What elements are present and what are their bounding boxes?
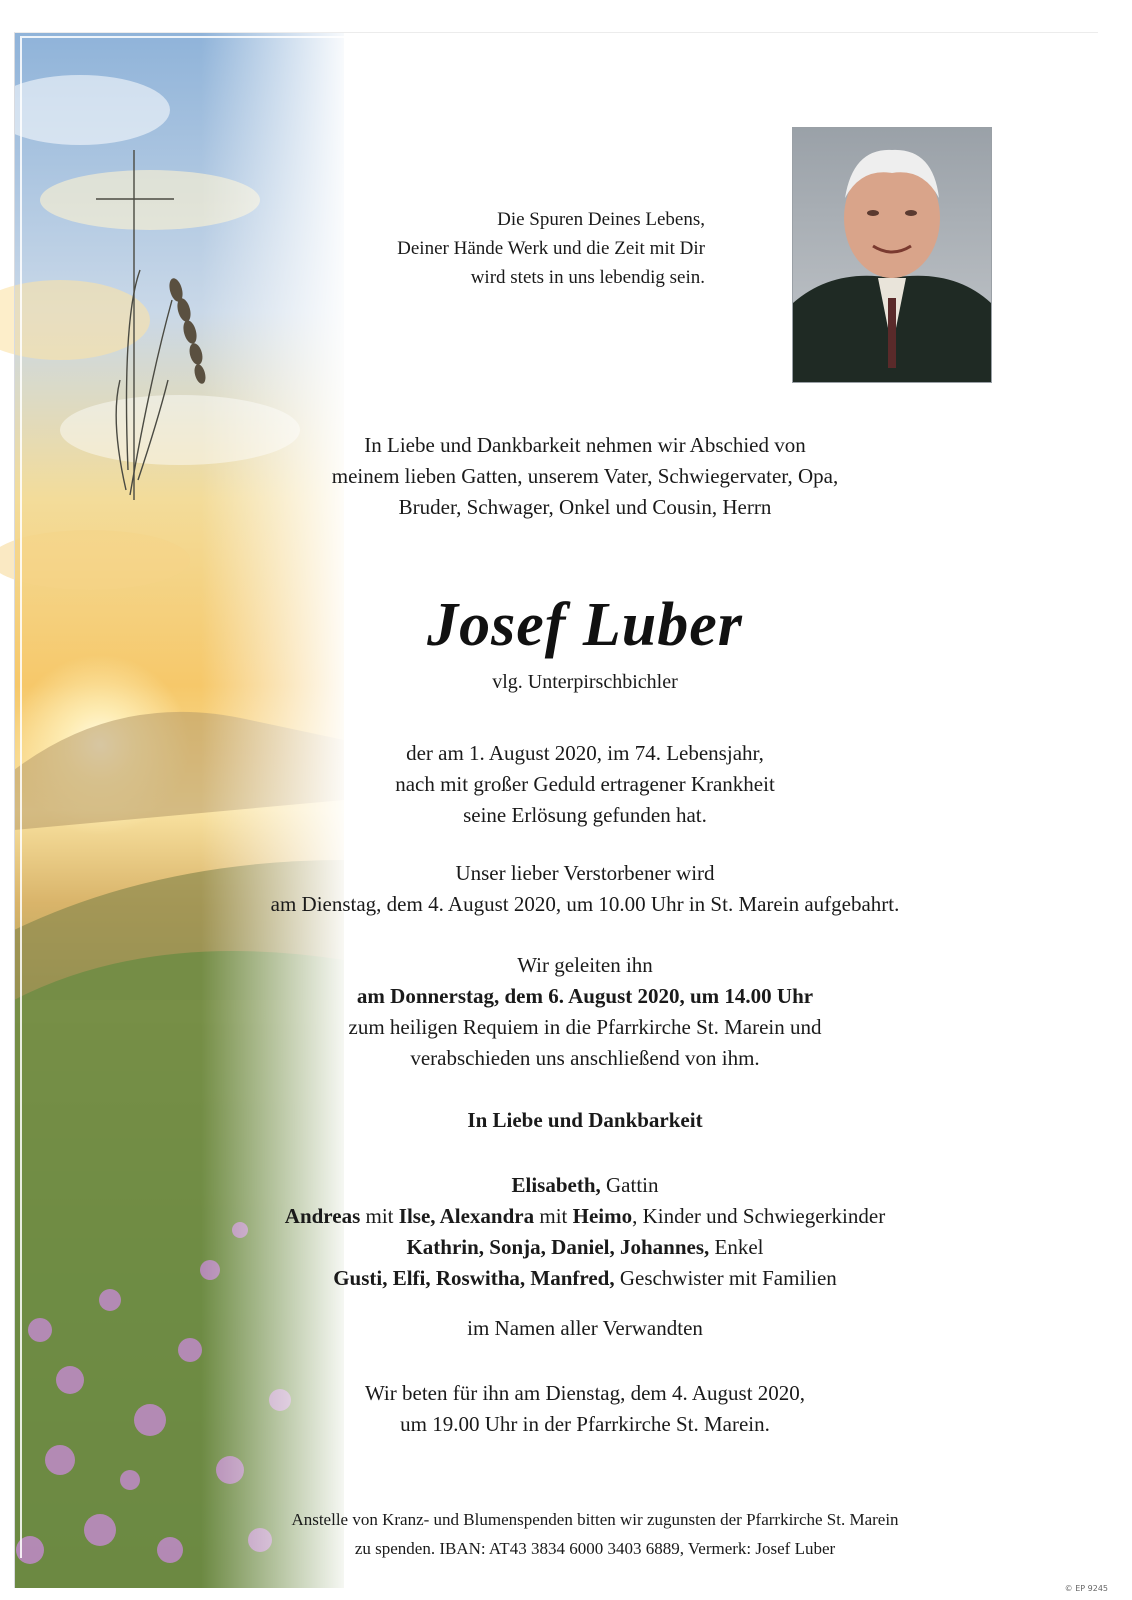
donation-line: zu spenden. IBAN: AT43 3834 6000 3403 6889, Vermerk: Josef Luber [354,1539,836,1558]
closing-text [190,1105,980,1136]
memorial-quote [240,205,705,292]
death-line: der am 1. August 2020, im 74. Lebensjahr, [406,741,764,765]
intro-line: meinem lieben Gatten, unserem Vater, Schwiegervater, Opa, [331,464,839,488]
prayer-notice [190,1378,980,1440]
family-row: Kathrin, Sonja, Daniel, Johannes, Enkel [406,1235,764,1259]
funeral-notice [190,950,980,1074]
prayer-line: um 19.00 Uhr in der Pfarrkirche St. Marein. [400,1412,770,1436]
intro-line: In Liebe und Dankbarkeit nehmen wir Abschied von [364,433,806,457]
family-row: Andreas mit Ilse, Alexandra mit Heimo, Kinder und Schwiegerkinder [284,1204,886,1228]
prayer-line: Wir beten für ihn am Dienstag, dem 4. August 2020, [364,1381,806,1405]
closing-heading: In Liebe und Dankbarkeit [467,1108,703,1132]
relatives-line: im Namen aller Verwandten [467,1316,703,1340]
portrait-photo [792,127,992,383]
intro-line: Bruder, Schwager, Onkel und Cousin, Herrn [398,495,772,519]
quote-line: wird stets in uns lebendig sein. [470,267,705,288]
funeral-date: am Donnerstag, dem 6. August 2020, um 14.00 Uhr [356,984,814,1008]
deceased-name: Josef Luber [427,591,743,659]
quote-line: Deiner Hände Werk und die Zeit mit Dir [397,238,705,259]
funeral-line: verabschieden uns anschließend von ihm. [410,1046,760,1070]
viewing-notice [190,858,980,920]
print-code: © EP 9245 [1064,1584,1108,1593]
donation-line: Anstelle von Kranz- und Blumenspenden bitten wir zugunsten der Pfarrkirche St. Marein [291,1510,899,1529]
family-row: Gusti, Elfi, Roswitha, Manfred, Geschwister mit Familien [333,1266,837,1290]
deceased-vulgo: vlg. Unterpirschbichler [492,671,678,693]
funeral-line: zum heiligen Requiem in die Pfarrkirche St. Marein und [348,1015,822,1039]
funeral-line: Wir geleiten ihn [517,953,653,977]
intro-text [190,430,980,523]
viewing-line: am Dienstag, dem 4. August 2020, um 10.00 Uhr in St. Marein aufgebahrt. [270,892,900,916]
portrait-image [793,128,991,382]
relatives-text [190,1313,980,1344]
family-list [190,1170,980,1294]
quote-line: Die Spuren Deines Lebens, [497,209,705,230]
death-notice [190,738,980,831]
death-line: seine Erlösung gefunden hat. [463,803,707,827]
death-line: nach mit großer Geduld ertragener Krankheit [395,772,775,796]
family-row: Elisabeth, Gattin [511,1173,659,1197]
donation-note [190,1505,1000,1563]
viewing-line: Unser lieber Verstorbener wird [455,861,715,885]
